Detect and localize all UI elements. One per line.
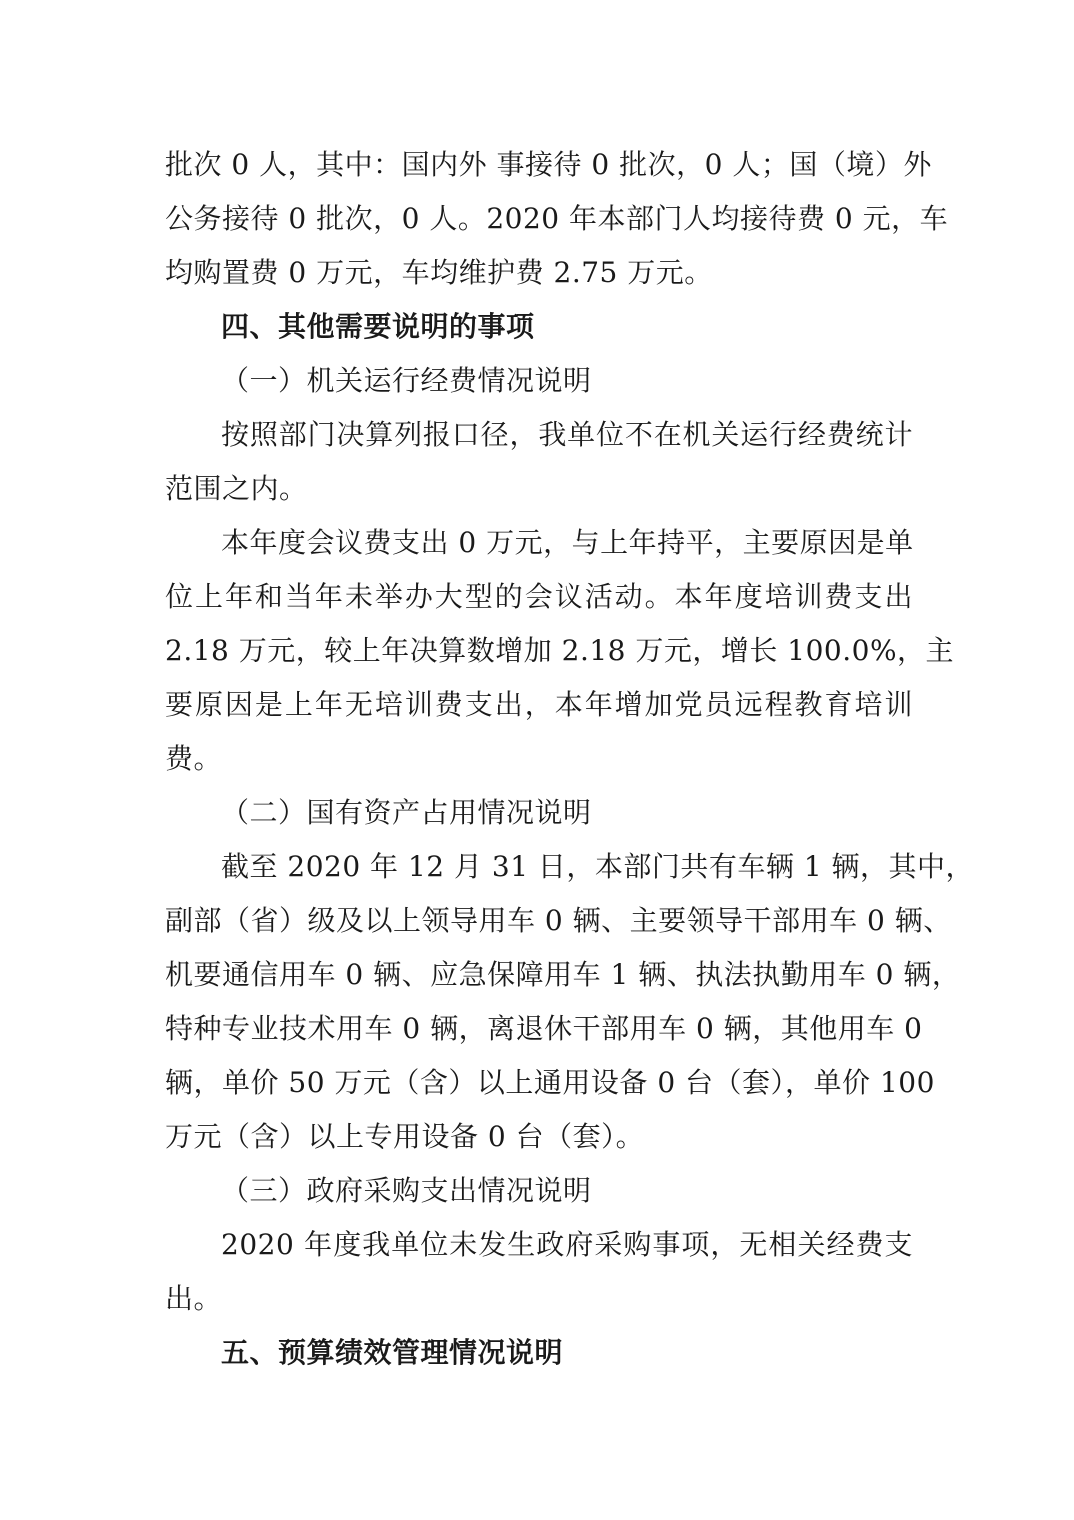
subsection-heading: （二）国有资产占用情况说明 (221, 796, 592, 829)
text-line: 范围之内。 (165, 472, 308, 505)
subsection-heading: （三）政府采购支出情况说明 (221, 1174, 592, 1207)
text-line: 机要通信用车 0 辆、应急保障用车 1 辆、执法执勤用车 0 辆， (165, 958, 961, 991)
text-line: 出。 (165, 1282, 223, 1315)
text-line: 辆，单价 50 万元（含）以上通用设备 0 台（套），单价 100 (165, 1066, 935, 1099)
text-line: 均购置费 0 万元，车均维护费 2.75 万元。 (165, 256, 713, 289)
text-line: 副部（省）级及以上领导用车 0 辆、主要领导干部用车 0 辆、 (165, 904, 952, 937)
text-line: 万元（含）以上专用设备 0 台（套）。 (165, 1120, 645, 1153)
section-heading: 四、其他需要说明的事项 (221, 310, 535, 343)
text-line: 费。 (165, 742, 223, 775)
section-heading: 五、预算绩效管理情况说明 (221, 1336, 564, 1369)
text-line: 要原因是上年无培训费支出，本年增加党员远程教育培训 (165, 688, 913, 721)
text-line: 公务接待 0 批次，0 人。2020 年本部门人均接待费 0 元，车 (165, 202, 949, 235)
text-line: 截至 2020 年 12 月 31 日，本部门共有车辆 1 辆，其中， (221, 850, 975, 883)
text-line: 按照部门决算列报口径，我单位不在机关运行经费统计 (221, 418, 913, 451)
document-body (165, 138, 975, 1380)
text-line: 2020 年度我单位未发生政府采购事项，无相关经费支 (221, 1228, 913, 1261)
subsection-heading: （一）机关运行经费情况说明 (221, 364, 592, 397)
text-line: 位上年和当年未举办大型的会议活动。本年度培训费支出 (165, 580, 913, 613)
text-line: 本年度会议费支出 0 万元，与上年持平，主要原因是单 (221, 526, 914, 559)
text-line: 特种专业技术用车 0 辆，离退休干部用车 0 辆，其他用车 0 (165, 1012, 923, 1045)
text-line: 批次 0 人，其中：国内外 事接待 0 批次，0 人；国（境）外 (165, 148, 932, 181)
text-line: 2.18 万元，较上年决算数增加 2.18 万元，增长 100.0%，主 (165, 634, 955, 667)
